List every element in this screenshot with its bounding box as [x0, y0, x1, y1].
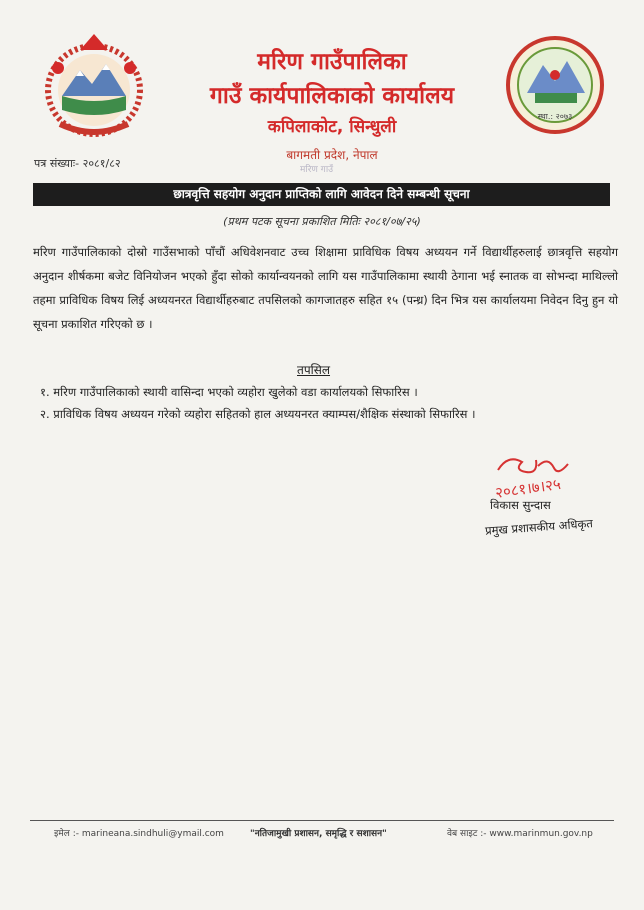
notice-title: छात्रवृत्ति सहयोग अनुदान प्राप्तिको लागि आवेदन दिने सम्बन्धी सूचना — [173, 187, 470, 201]
annex-item: २. प्राविधिक विषय अध्ययन गरेको व्यहोरा सहितको हाल अध्ययनरत क्याम्पस/शैक्षिक संस्थाको सिफारिस । — [40, 407, 476, 421]
office-location: कपिलाकोट, सिन्धुली — [267, 117, 397, 137]
notice-body: मरिण गाउँपालिकाको दोस्रो गाउँसभाको पाँचौं अधिवेशनवाट उच्च शिक्षामा प्राविधिक विषय अध्ययन गर्ने विद्यार्थीहरुलाई छात्रवृत्ति सहयोग अनुदान शीर्षकमा बजेट विनियोजन भएको हुँदा सोको कार्यान्वयनको लागि यस गाउँपालिकामा स्थायी ठेगाना भई स्नातक वा सोभन्दा माथिल्लो तहमा प्राविधिक विषय लिई अध्ययनरत विद्यार्थीहरुबाट तपसिलको कागजातहरु सहित १५ (पन्ध्र) दिन भित्र यस कार्यालयमा निवेदन दिनु हुन यो सूचना प्रकाशित गरिएको छ । — [33, 245, 618, 331]
emblem-year-text: स्था.: २०७३ — [537, 112, 573, 121]
footer-website: वेब साइट :- www.marinmun.gov.np — [447, 829, 593, 839]
signatory-name: विकास सुन्दास — [490, 498, 551, 512]
annex-heading: तपसिल — [297, 363, 331, 377]
faint-stamp: मरिण गाउँ — [300, 165, 334, 175]
nepal-government-emblem — [40, 28, 148, 140]
municipality-emblem — [505, 35, 605, 135]
publication-date-note: (प्रथम पटक सूचना प्रकाशित मितिः २०८१/०७/२५) — [223, 215, 421, 228]
footer-divider — [30, 820, 614, 821]
footer-email: इमेल :- marineana.sindhuli@ymail.com — [54, 829, 224, 839]
reference-number: पत्र संख्याः- २०८१/८२ — [34, 157, 121, 170]
notice-title-bar — [33, 183, 610, 206]
org-name: मरिण गाउँपालिका — [257, 49, 407, 75]
annex-item: १. मरिण गाउँपालिकाको स्थायी वासिन्दा भएको व्यहोरा खुलेको वडा कार्यालयको सिफारिस । — [40, 385, 418, 399]
handwritten-date: २०८१।७।२५ — [494, 474, 562, 502]
province-label: बागमती प्रदेश, नेपाल — [286, 148, 378, 162]
office-name: गाउँ कार्यपालिकाको कार्यालय — [209, 83, 455, 109]
footer-slogan: "नतिजामुखी प्रशासन, समृद्धि र सशासन" — [250, 829, 387, 839]
signatory-title: प्रमुख प्रशासकीय अधिकृत — [484, 516, 594, 538]
